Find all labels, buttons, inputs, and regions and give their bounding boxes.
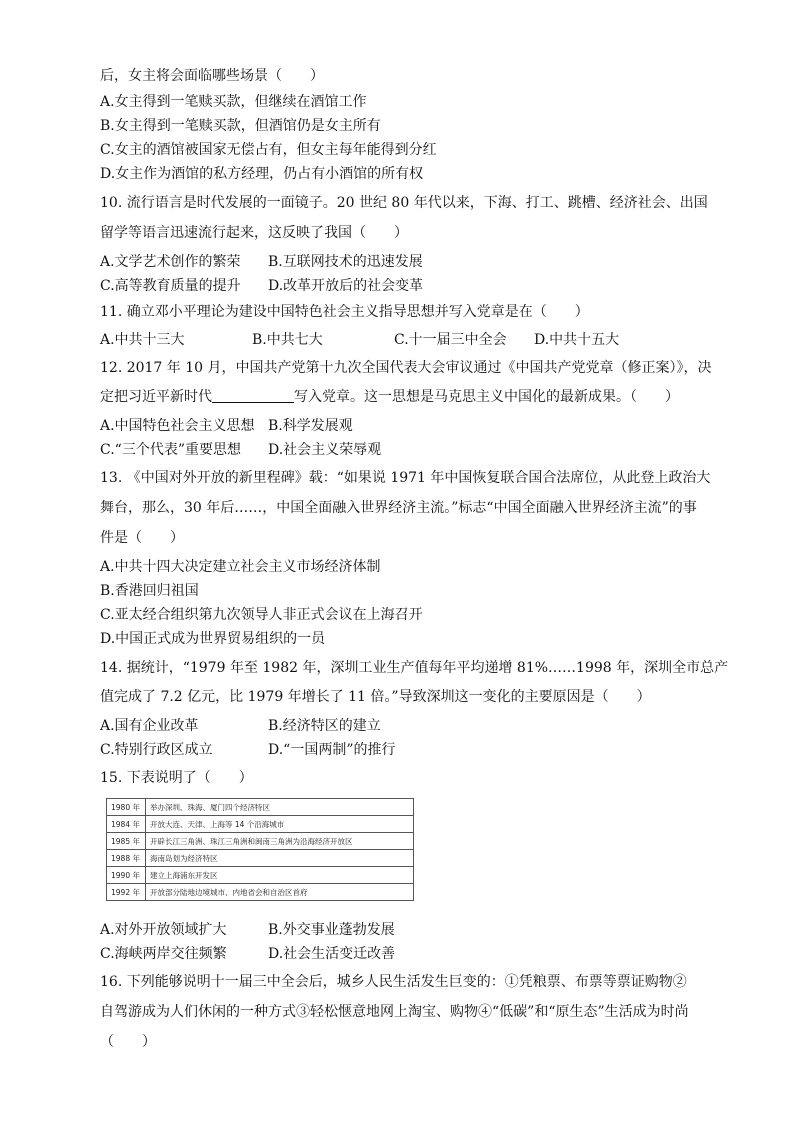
table-row	[107, 816, 414, 833]
q11-option-b: B.中共七大	[252, 332, 323, 348]
q13-option-a: A.中共十四大决定建立社会主义市场经济体制	[100, 559, 381, 575]
q9-option-c: C.女主的酒馆被国家无偿占有，但女主每年能得到分红	[100, 142, 437, 158]
q11-option-a: A.中共十三大	[100, 332, 185, 348]
q11-stem: 11. 确立邓小平理论为建设中国特色社会主义指导思想并写入党章是在（ ）	[100, 304, 589, 320]
q11-option-d: D.中共十五大	[534, 332, 620, 348]
table-row	[107, 867, 414, 884]
table-cell-event: 海南岛划为经济特区	[146, 850, 414, 867]
table-cell-event: 举办深圳、珠海、厦门四个经济特区	[146, 799, 414, 816]
q15-option-b: B.外交事业蓬勃发展	[268, 922, 395, 938]
q11-option-c: C.十一届三中全会	[394, 332, 507, 348]
q14-option-d: D.“一国两制”的推行	[268, 742, 396, 758]
q13-stem-line3: 件是（ ）	[100, 530, 184, 546]
opening-up-table	[106, 798, 414, 901]
q14-option-b: B.经济特区的建立	[268, 718, 381, 734]
q10-option-c: C.高等教育质量的提升	[100, 278, 241, 294]
q14-stem-line2: 值完成了 7.2 亿元，比 1979 年增长了 11 倍。”导致深圳这一变化的主要原因是（ ）	[100, 689, 651, 705]
q9-stem-end: 后，女主将会面临哪些场景（ ）	[100, 68, 324, 84]
q14-option-a: A.国有企业改革	[100, 718, 199, 734]
q12-option-b: B.科学发展观	[268, 418, 353, 434]
table-row	[107, 833, 414, 850]
q12-stem-line2	[100, 387, 679, 407]
q10-option-b: B.互联网技术的迅速发展	[268, 254, 423, 270]
q12-option-c: C.“三个代表”重要思想	[100, 442, 241, 458]
q12-option-a: A.中国特色社会主义思想	[100, 418, 255, 434]
q16-stem-line2: 自驾游成为人们休闲的一种方式③轻松惬意地网上淘宝、购物④“低碳”和“原生态”生活成为时尚	[100, 1004, 689, 1020]
table-cell-event: 开放部分陆地边境城市、内地省会和自治区首府	[146, 884, 414, 901]
q15-option-d: D.社会生活变迁改善	[268, 946, 396, 962]
q10-option-a: A.文学艺术创作的繁荣	[100, 254, 241, 270]
table-row	[107, 850, 414, 867]
table-cell-event: 建立上海浦东开发区	[146, 867, 414, 884]
q10-stem-line1: 10. 流行语言是时代发展的一面镜子。20 世纪 80 年代以来，下海、打工、跳槽、经济社会、出国	[100, 195, 708, 211]
table-cell-year: 1990 年	[107, 867, 146, 884]
q14-stem-line1: 14. 据统计，“1979 年至 1982 年，深圳工业生产值每年平均递增 81%……1998 年，深圳全市总产	[100, 660, 729, 676]
q12-stem-suffix: 写入党章。这一思想是马克思主义中国化的最新成果。（ ）	[294, 389, 679, 405]
q16-stem-line3: （ ）	[100, 1034, 156, 1050]
q13-option-c: C.亚太经合组织第九次领导人非正式会议在上海召开	[100, 607, 423, 623]
q13-stem-line1: 13. 《中国对外开放的新里程碑》载：“如果说 1971 年中国恢复联合国合法席位，从此登上政治大	[100, 470, 711, 486]
table-cell-event: 开放大连、天津、上海等 14 个沿海城市	[146, 816, 414, 833]
q12-stem-prefix: 定把习近平新时代	[100, 389, 212, 405]
q15-option-a: A.对外开放领域扩大	[100, 922, 227, 938]
table-cell-year: 1984 年	[107, 816, 146, 833]
q15-stem: 15. 下表说明了（ ）	[100, 770, 253, 786]
table-body	[107, 799, 414, 901]
q10-stem-line2: 留学等语言迅速流行起来，这反映了我国（ ）	[100, 225, 408, 241]
table-cell-year: 1985 年	[107, 833, 146, 850]
q13-option-b: B.香港回归祖国	[100, 583, 199, 599]
table-row	[107, 799, 414, 816]
q13-option-d: D.中国正式成为世界贸易组织的一员	[100, 631, 326, 647]
table-cell-event: 开辟长江三角洲、珠江三角洲和闽南三角洲为沿海经济开放区	[146, 833, 414, 850]
q15-option-c: C.海峡两岸交往频繁	[100, 946, 227, 962]
table-row	[107, 884, 414, 901]
q9-option-b: B.女主得到一笔赎买款，但酒馆仍是女主所有	[100, 118, 381, 134]
q14-option-c: C.特别行政区成立	[100, 742, 213, 758]
fill-blank	[212, 388, 294, 403]
q13-stem-line2: 舞台，那么，30 年后……，中国全面融入世界经济主流。”标志“中国全面融入世界经济主流”的事	[100, 500, 697, 516]
q12-stem-line1: 12. 2017 年 10 月，中国共产党第十九次全国代表大会审议通过《中国共产党党章（修正案）》，决	[100, 360, 712, 376]
table-cell-year: 1980 年	[107, 799, 146, 816]
table-cell-year: 1992 年	[107, 884, 146, 901]
q10-option-d: D.改革开放后的社会变革	[268, 278, 424, 294]
q9-option-a: A.女主得到一笔赎买款，但继续在酒馆工作	[100, 94, 367, 110]
table-cell-year: 1988 年	[107, 850, 146, 867]
q16-stem-line1: 16. 下列能够说明十一届三中全会后，城乡人民生活发生巨变的：①凭粮票、布票等票证购物②	[100, 974, 687, 990]
q12-option-d: D.社会主义荣辱观	[268, 442, 382, 458]
q9-option-d: D.女主作为酒馆的私方经理，仍占有小酒馆的所有权	[100, 166, 424, 182]
